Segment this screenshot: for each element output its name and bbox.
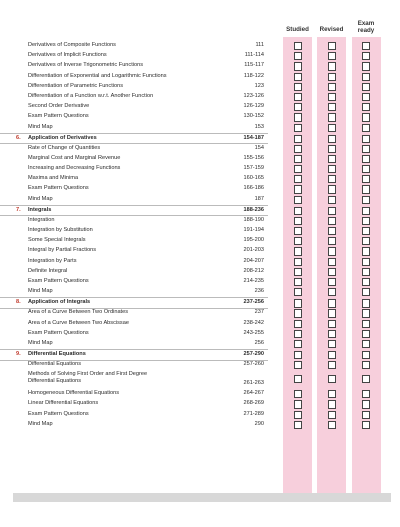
page-range: 130-152	[243, 113, 264, 120]
page-range: 123-126	[243, 92, 264, 99]
studied-checkbox[interactable]	[294, 258, 302, 266]
exam-ready-checkbox[interactable]	[362, 62, 370, 70]
topic-row	[0, 389, 400, 399]
revised-checkbox[interactable]	[328, 135, 336, 143]
page-range: 238-242	[243, 319, 264, 326]
topic-row	[0, 61, 400, 71]
studied-checkbox[interactable]	[294, 278, 302, 286]
topic-title: Differentiation of a Function w.r.t. Another Function	[28, 92, 154, 99]
studied-checkbox[interactable]	[294, 145, 302, 153]
exam-ready-checkbox[interactable]	[362, 103, 370, 111]
studied-checkbox[interactable]	[294, 217, 302, 225]
exam-ready-checkbox[interactable]	[362, 237, 370, 245]
studied-checkbox[interactable]	[294, 268, 302, 276]
exam-ready-checkbox[interactable]	[362, 135, 370, 143]
page-range: 187	[254, 195, 264, 202]
studied-checkbox[interactable]	[294, 155, 302, 163]
exam-ready-checkbox[interactable]	[362, 375, 370, 383]
page-range: 115-117	[244, 62, 264, 69]
exam-ready-checkbox[interactable]	[362, 330, 370, 338]
topic-row	[0, 360, 400, 370]
page-range: 257-290	[243, 351, 264, 358]
page-range: 160-165	[243, 175, 264, 182]
page-range: 290	[254, 420, 264, 427]
exam-ready-checkbox[interactable]	[362, 185, 370, 193]
page-range: 264-267	[243, 390, 264, 397]
studied-checkbox[interactable]	[294, 175, 302, 183]
topic-title: Mind Map	[28, 420, 53, 427]
exam-ready-checkbox[interactable]	[362, 113, 370, 121]
topic-row	[0, 195, 400, 205]
chapter-number: 8.	[16, 299, 21, 306]
page-range: 111-114	[244, 52, 264, 59]
revised-checkbox[interactable]	[328, 237, 336, 245]
page-range: 118-122	[243, 72, 264, 79]
revised-checkbox[interactable]	[328, 42, 336, 50]
revised-checkbox[interactable]	[328, 390, 336, 398]
topic-row	[0, 123, 400, 133]
studied-checkbox[interactable]	[294, 52, 302, 60]
chapter-row	[0, 205, 400, 216]
revised-checkbox[interactable]	[328, 309, 336, 317]
exam-ready-checkbox[interactable]	[362, 411, 370, 419]
exam-ready-checkbox[interactable]	[362, 227, 370, 235]
revised-checkbox[interactable]	[328, 62, 336, 70]
studied-checkbox[interactable]	[294, 62, 302, 70]
studied-checkbox[interactable]	[294, 320, 302, 328]
exam-ready-checkbox[interactable]	[362, 145, 370, 153]
topic-title: Definite Integral	[28, 267, 68, 274]
topic-row	[0, 329, 400, 339]
studied-checkbox[interactable]	[294, 375, 302, 383]
topic-row	[0, 287, 400, 297]
topic-title: Mind Map	[28, 123, 53, 130]
topic-row	[0, 236, 400, 246]
topic-row	[0, 72, 400, 82]
revised-checkbox[interactable]	[328, 83, 336, 91]
topic-title: Rate of Change of Quantities	[28, 144, 101, 151]
chapter-title: Differential Equations	[28, 351, 86, 358]
studied-checkbox[interactable]	[294, 411, 302, 419]
page-range: 153	[254, 123, 264, 130]
topic-row	[0, 112, 400, 122]
topic-title: Mind Map	[28, 339, 53, 346]
studied-checkbox[interactable]	[294, 83, 302, 91]
chapter-number: 6.	[16, 134, 21, 141]
topic-row	[0, 277, 400, 287]
topic-row	[0, 420, 400, 430]
studied-checkbox[interactable]	[294, 247, 302, 255]
topic-row	[0, 267, 400, 277]
revised-checkbox[interactable]	[328, 175, 336, 183]
revised-checkbox[interactable]	[328, 351, 336, 359]
page-range: 188-236	[243, 206, 264, 213]
exam-ready-checkbox[interactable]	[362, 217, 370, 225]
studied-checkbox[interactable]	[294, 330, 302, 338]
revised-checkbox[interactable]	[328, 330, 336, 338]
studied-checkbox[interactable]	[294, 42, 302, 50]
page-range: 188-190	[243, 216, 264, 223]
exam-ready-header: Exam ready	[357, 20, 375, 34]
exam-ready-checkbox[interactable]	[362, 196, 370, 204]
exam-ready-checkbox[interactable]	[362, 320, 370, 328]
topic-title: Derivatives of Implicit Functions	[28, 52, 107, 59]
studied-checkbox[interactable]	[294, 400, 302, 408]
topic-title: Second Order Derivative	[28, 103, 90, 110]
revised-checkbox[interactable]	[328, 196, 336, 204]
exam-ready-checkbox[interactable]	[362, 42, 370, 50]
page-range: 261-263	[243, 380, 264, 387]
chapter-title: Integrals	[28, 206, 52, 213]
topic-title: Exam Pattern Questions	[28, 185, 89, 192]
exam-ready-checkbox[interactable]	[362, 258, 370, 266]
topic-title: Mind Map	[28, 288, 53, 295]
revised-checkbox[interactable]	[328, 227, 336, 235]
page-range: 166-186	[243, 185, 264, 192]
topic-title: Exam Pattern Questions	[28, 277, 89, 284]
topic-title: Exam Pattern Questions	[28, 113, 89, 120]
studied-checkbox[interactable]	[294, 351, 302, 359]
topic-title: Exam Pattern Questions	[28, 410, 89, 417]
studied-checkbox[interactable]	[294, 113, 302, 121]
topic-row	[0, 102, 400, 112]
exam-ready-checkbox[interactable]	[362, 421, 370, 429]
exam-ready-checkbox[interactable]	[362, 361, 370, 369]
chapter-divider	[0, 349, 268, 350]
topic-title: Derivatives of Composite Functions	[28, 42, 116, 48]
revised-checkbox[interactable]	[328, 278, 336, 286]
revised-checkbox[interactable]	[328, 155, 336, 163]
exam-ready-checkbox[interactable]	[362, 400, 370, 408]
revised-checkbox[interactable]	[328, 207, 336, 215]
page-range: 208-212	[243, 267, 264, 274]
revised-checkbox[interactable]	[328, 421, 336, 429]
page-range: 256	[254, 339, 264, 346]
exam-ready-checkbox[interactable]	[362, 73, 370, 81]
exam-ready-checkbox[interactable]	[362, 340, 370, 348]
page-range: 111	[255, 42, 264, 48]
topic-title: Area of a Curve Between Two Ordinates	[28, 309, 129, 316]
topic-title: Exam Pattern Questions	[28, 329, 89, 336]
page-range: 237-256	[243, 299, 264, 306]
exam-ready-checkbox[interactable]	[362, 207, 370, 215]
exam-ready-checkbox[interactable]	[362, 165, 370, 173]
topic-row	[0, 216, 400, 226]
studied-checkbox[interactable]	[294, 124, 302, 132]
revised-checkbox[interactable]	[328, 258, 336, 266]
exam-ready-checkbox[interactable]	[362, 93, 370, 101]
studied-checkbox[interactable]	[294, 309, 302, 317]
topic-title-line1: Methods of Solving First Order and First Degree	[28, 371, 148, 378]
page-range: 237	[254, 309, 264, 316]
topic-title-line2: Differential Equations	[28, 377, 82, 384]
studied-checkbox[interactable]	[294, 288, 302, 296]
page-range: 154	[254, 144, 264, 151]
exam-ready-checkbox[interactable]	[362, 390, 370, 398]
exam-ready-checkbox[interactable]	[362, 124, 370, 132]
topic-row	[0, 308, 400, 318]
exam-ready-checkbox[interactable]	[362, 351, 370, 359]
revised-checkbox[interactable]	[328, 165, 336, 173]
exam-ready-checkbox[interactable]	[362, 247, 370, 255]
page-range: 154-187	[243, 134, 264, 141]
footer-band	[13, 493, 391, 502]
page-range: 204-207	[243, 257, 264, 264]
topic-row	[0, 82, 400, 92]
topic-row	[0, 339, 400, 349]
topic-row	[0, 184, 400, 194]
revised-checkbox[interactable]	[328, 103, 336, 111]
page-range: 191-194	[243, 227, 264, 233]
topic-row	[0, 399, 400, 409]
studied-checkbox[interactable]	[294, 299, 302, 307]
topic-row	[0, 164, 400, 174]
chapter-row	[0, 133, 400, 144]
topic-row	[0, 154, 400, 164]
revised-checkbox[interactable]	[328, 375, 336, 383]
topic-row	[0, 226, 400, 236]
revised-checkbox[interactable]	[328, 288, 336, 296]
exam-ready-checkbox[interactable]	[362, 52, 370, 60]
studied-checkbox[interactable]	[294, 185, 302, 193]
exam-ready-checkbox[interactable]	[362, 83, 370, 91]
topic-row	[0, 174, 400, 184]
revised-checkbox[interactable]	[328, 93, 336, 101]
revised-header: Revised	[319, 26, 344, 33]
studied-checkbox[interactable]	[294, 73, 302, 81]
page-range: 271-289	[243, 410, 264, 417]
studied-checkbox[interactable]	[294, 135, 302, 143]
studied-checkbox[interactable]	[294, 196, 302, 204]
topic-title: Derivatives of Inverse Trigonometric Functions	[28, 62, 144, 69]
exam-ready-checkbox[interactable]	[362, 288, 370, 296]
topic-row	[0, 257, 400, 267]
revised-checkbox[interactable]	[328, 145, 336, 153]
topic-row	[0, 410, 400, 420]
studied-checkbox[interactable]	[294, 361, 302, 369]
topic-row	[0, 370, 400, 389]
revised-checkbox[interactable]	[328, 340, 336, 348]
table-of-contents	[0, 41, 400, 430]
topic-title: Maxima and Minima	[28, 175, 79, 182]
topic-title: Integral by Partial Fractions	[28, 247, 97, 254]
topic-row	[0, 246, 400, 256]
exam-ready-checkbox[interactable]	[362, 309, 370, 317]
revised-checkbox[interactable]	[328, 320, 336, 328]
revised-checkbox[interactable]	[328, 217, 336, 225]
page-range: 155-156	[243, 154, 264, 161]
exam-ready-checkbox[interactable]	[362, 278, 370, 286]
studied-checkbox[interactable]	[294, 237, 302, 245]
revised-checkbox[interactable]	[328, 124, 336, 132]
topic-title: Increasing and Decreasing Functions	[28, 165, 121, 172]
topic-title: Integration by Parts	[28, 257, 77, 264]
revised-checkbox[interactable]	[328, 411, 336, 419]
chapter-divider	[0, 297, 268, 298]
revised-checkbox[interactable]	[328, 299, 336, 307]
exam-ready-checkbox[interactable]	[362, 299, 370, 307]
chapter-title: Application of Derivatives	[28, 134, 97, 141]
studied-checkbox[interactable]	[294, 227, 302, 235]
topic-title: Some Special Integrals	[28, 237, 86, 244]
page-range: 195-200	[243, 237, 264, 244]
chapter-row	[0, 349, 400, 360]
studied-header: Studied	[286, 26, 309, 33]
topic-row	[0, 92, 400, 102]
studied-checkbox[interactable]	[294, 165, 302, 173]
revised-checkbox[interactable]	[328, 113, 336, 121]
topic-row	[0, 144, 400, 154]
chapter-divider	[0, 133, 268, 134]
page-range: 236	[254, 288, 264, 295]
chapter-row	[0, 297, 400, 308]
topic-title: Differentiation of Exponential and Logarithmic Functions	[28, 72, 167, 79]
page-range: 268-269	[243, 400, 264, 407]
topic-title: Integration	[28, 216, 55, 223]
topic-title: Marginal Cost and Marginal Revenue	[28, 154, 121, 161]
page-range: 123	[254, 82, 264, 89]
topic-title	[28, 371, 228, 384]
exam-ready-checkbox[interactable]	[362, 175, 370, 183]
page-range: 201-203	[243, 247, 264, 254]
studied-checkbox[interactable]	[294, 93, 302, 101]
topic-title: Linear Differential Equations	[28, 400, 99, 407]
revised-checkbox[interactable]	[328, 247, 336, 255]
page-range: 243-255	[243, 329, 264, 336]
chapter-title: Application of Integrals	[28, 299, 91, 306]
exam-ready-checkbox[interactable]	[362, 268, 370, 276]
revised-checkbox[interactable]	[328, 400, 336, 408]
topic-title: Homogeneous Differential Equations	[28, 390, 120, 397]
topic-row	[0, 319, 400, 329]
chapter-divider	[0, 205, 268, 206]
revised-checkbox[interactable]	[328, 52, 336, 60]
topic-title: Differential Equations	[28, 361, 82, 368]
topic-title: Integration by Substitution	[28, 227, 93, 233]
studied-checkbox[interactable]	[294, 103, 302, 111]
page-range: 257-260	[243, 361, 264, 368]
revised-checkbox[interactable]	[328, 185, 336, 193]
studied-checkbox[interactable]	[294, 390, 302, 398]
page-range: 157-159	[243, 165, 264, 172]
studied-checkbox[interactable]	[294, 340, 302, 348]
topic-title: Differentiation of Parametric Functions	[28, 82, 124, 89]
revised-checkbox[interactable]	[328, 73, 336, 81]
studied-checkbox[interactable]	[294, 207, 302, 215]
exam-ready-checkbox[interactable]	[362, 155, 370, 163]
chapter-number: 7.	[16, 206, 21, 213]
topic-row	[0, 51, 400, 61]
topic-row	[0, 41, 400, 51]
page-range: 126-129	[243, 103, 264, 110]
chapter-number: 9.	[16, 351, 21, 358]
page-range: 214-235	[243, 277, 264, 284]
revised-checkbox[interactable]	[328, 361, 336, 369]
revised-checkbox[interactable]	[328, 268, 336, 276]
studied-checkbox[interactable]	[294, 421, 302, 429]
topic-title: Area of a Curve Between Two Abscissae	[28, 319, 129, 326]
topic-title: Mind Map	[28, 195, 53, 202]
